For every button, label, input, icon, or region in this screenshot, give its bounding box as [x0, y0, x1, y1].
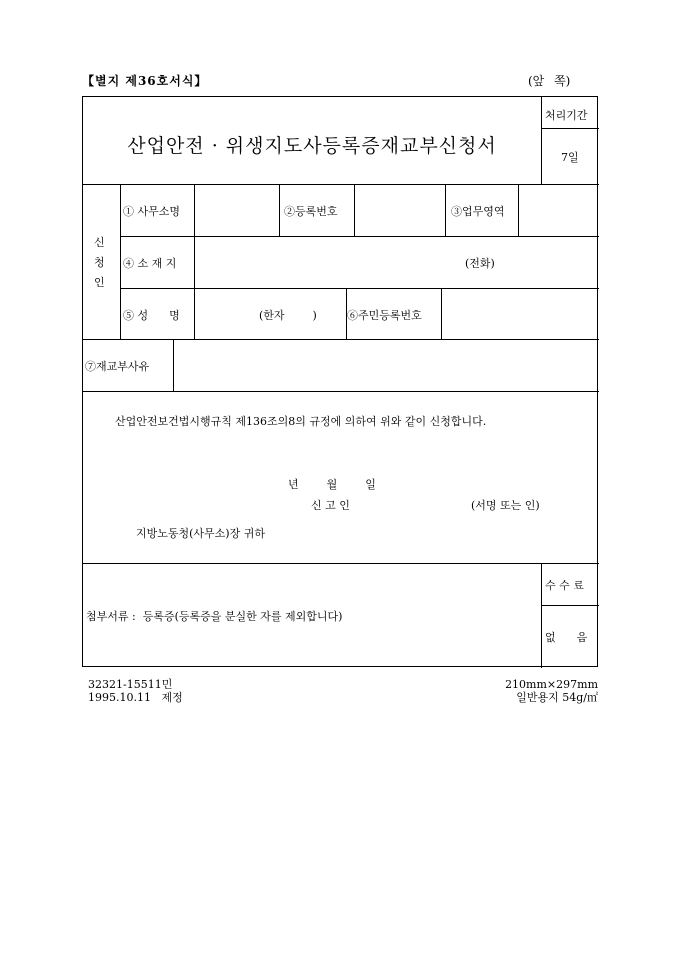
- name-label: ⑤ 성 명: [123, 309, 180, 322]
- date-line: 년 월 일: [288, 478, 376, 491]
- rule: [445, 184, 446, 236]
- form-number: 【별지 제36호서식】: [82, 74, 208, 88]
- resident-number-label: ⑥주민등록번호: [347, 309, 422, 322]
- office-name-label: ① 사무소명: [123, 205, 181, 218]
- rule: [194, 184, 195, 339]
- rule: [441, 288, 442, 339]
- applicant-label-char: 신: [94, 236, 105, 249]
- applicant-label-char: 청: [94, 256, 105, 269]
- processing-period-label: 처리기간: [545, 109, 588, 122]
- enacted-date: 1995.10.11 제정: [88, 691, 183, 704]
- footer-left: [88, 678, 183, 704]
- rule: [120, 184, 121, 339]
- rule: [83, 339, 599, 340]
- applicant-label-char: 인: [94, 276, 105, 289]
- rule: [120, 236, 599, 237]
- rule: [83, 184, 599, 185]
- processing-period-value: 7일: [561, 151, 579, 164]
- address-label: ④ 소 재 지: [123, 257, 177, 270]
- rule: [518, 184, 519, 236]
- reissue-reason-label: ⑦재교부사유: [85, 360, 150, 373]
- reporter-label: 신 고 인: [311, 499, 350, 512]
- phone-label: (전화): [465, 257, 495, 270]
- attachments-text: 첨부서류 : 등록증(등록증을 분실한 자를 제외합니다): [86, 610, 343, 623]
- fee-value: 없 음: [545, 631, 588, 644]
- footer-right: [505, 678, 598, 704]
- rule: [354, 184, 355, 236]
- rule: [541, 128, 599, 129]
- page-side: (앞 쪽): [528, 74, 571, 88]
- addressee: 지방노동청(사무소)장 귀하: [136, 527, 265, 540]
- signature-label: (서명 또는 인): [471, 499, 540, 512]
- form-title: 산업안전 · 위생지도사등록증재교부신청서: [127, 135, 497, 157]
- rule: [541, 563, 542, 668]
- paper-type: 일반용지 54g/㎡: [516, 691, 598, 704]
- declaration-text: 산업안전보건법시행규칙 제136조의8의 규정에 의하여 위와 같이 신청합니다.: [115, 415, 487, 428]
- application-form: [82, 96, 598, 667]
- fee-label: 수 수 료: [545, 579, 584, 592]
- rule: [83, 563, 599, 564]
- rule: [120, 288, 599, 289]
- rule: [83, 391, 599, 392]
- rule: [279, 184, 280, 236]
- rule: [173, 339, 174, 391]
- registration-number-label: ②등록번호: [284, 205, 338, 218]
- rule: [541, 605, 599, 606]
- business-area-label: ③업무영역: [451, 205, 505, 218]
- rule: [541, 97, 542, 184]
- paper-size: 210mm×297mm: [505, 678, 598, 691]
- form-code: 32321-15511민: [88, 678, 173, 691]
- hanja-label: (한자 ): [259, 309, 317, 322]
